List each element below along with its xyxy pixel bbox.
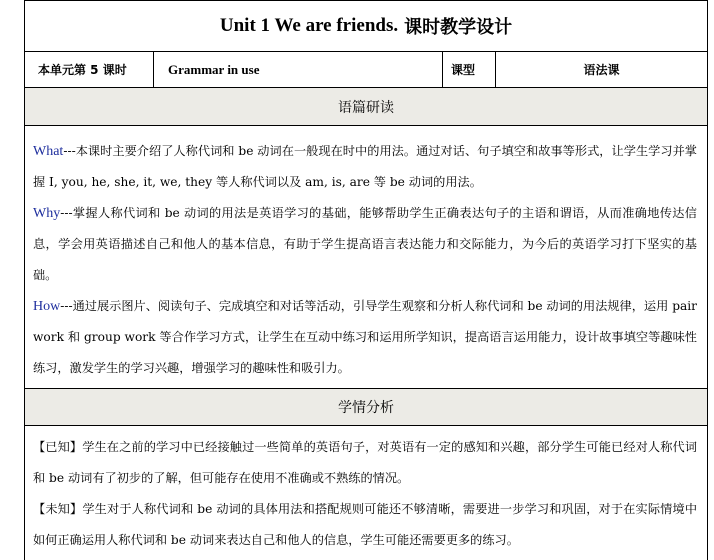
what-paragraph — [33, 136, 697, 198]
section-heading-text-study: 语篇研读 — [25, 88, 707, 126]
unknown-text: 学生对于人称代词和 be 动词的具体用法和搭配规则可能还不够清晰，需要进一步学习和巩固，对于在实际情境中如何正确运用人称代词和 be 动词来表达自己和他人的信息，学生可能还需要更多的练习。 — [33, 502, 698, 547]
text-study-body — [25, 136, 707, 384]
title-english: Unit 1 We are friends. — [219, 15, 399, 36]
how-paragraph — [33, 291, 697, 384]
learner-analysis-body — [25, 432, 707, 556]
how-label: How — [33, 299, 61, 314]
title-chinese: 课时教学设计 — [404, 17, 513, 38]
lesson-title: Grammar in use — [154, 52, 443, 87]
lesson-plan-table — [24, 0, 708, 560]
why-label: Why — [33, 206, 61, 221]
known-paragraph — [33, 432, 697, 494]
why-paragraph — [33, 198, 697, 291]
lesson-type-label: 课型 — [443, 52, 496, 87]
known-label: 【已知】 — [33, 440, 83, 454]
lesson-number: 本单元第 5 课时 — [25, 52, 154, 87]
why-text: ---掌握人称代词和 be 动词的用法是英语学习的基础，能够帮助学生正确表达句子的主语和谓语，从而准确地传达信息，学会用英语描述自己和他人的基本信息，有助于学生提高语言表达能力和交际能力，为今后的英语学习打下坚实的基础。 — [33, 206, 697, 282]
lesson-type-value: 语法课 — [583, 63, 620, 77]
how-text: ---通过展示图片、阅读句子、完成填空和对话等活动，引导学生观察和分析人称代词和 be 动词的用法规律，运用 pair work 和 group work 等合作学习方式，让学生在互动中练习和运用所学知识，提高语言运用能力，设计故事填空等趣味性练习，激发学生的学习兴趣，增强学习的趣味性和吸引力。 — [33, 299, 697, 375]
document-title — [25, 0, 707, 52]
what-text: ---本课时主要介绍了人称代词和 be 动词在一般现在时中的用法。通过对话、句子填空和故事等形式，让学生学习并掌握 I, you, he, she, it, we, they 等人称代词以及 am, is, are 等 be 动词的用法。 — [33, 144, 697, 189]
unknown-paragraph — [33, 494, 697, 556]
what-label: What — [33, 144, 64, 159]
section-heading-learner-analysis: 学情分析 — [25, 388, 707, 426]
lesson-meta-row — [25, 52, 707, 88]
unknown-label: 【未知】 — [33, 502, 83, 516]
known-text: 学生在之前的学习中已经接触过一些简单的英语句子，对英语有一定的感知和兴趣，部分学生可能已经对人称代词和 be 动词有了初步的了解，但可能存在使用不准确或不熟练的情况。 — [33, 440, 698, 485]
